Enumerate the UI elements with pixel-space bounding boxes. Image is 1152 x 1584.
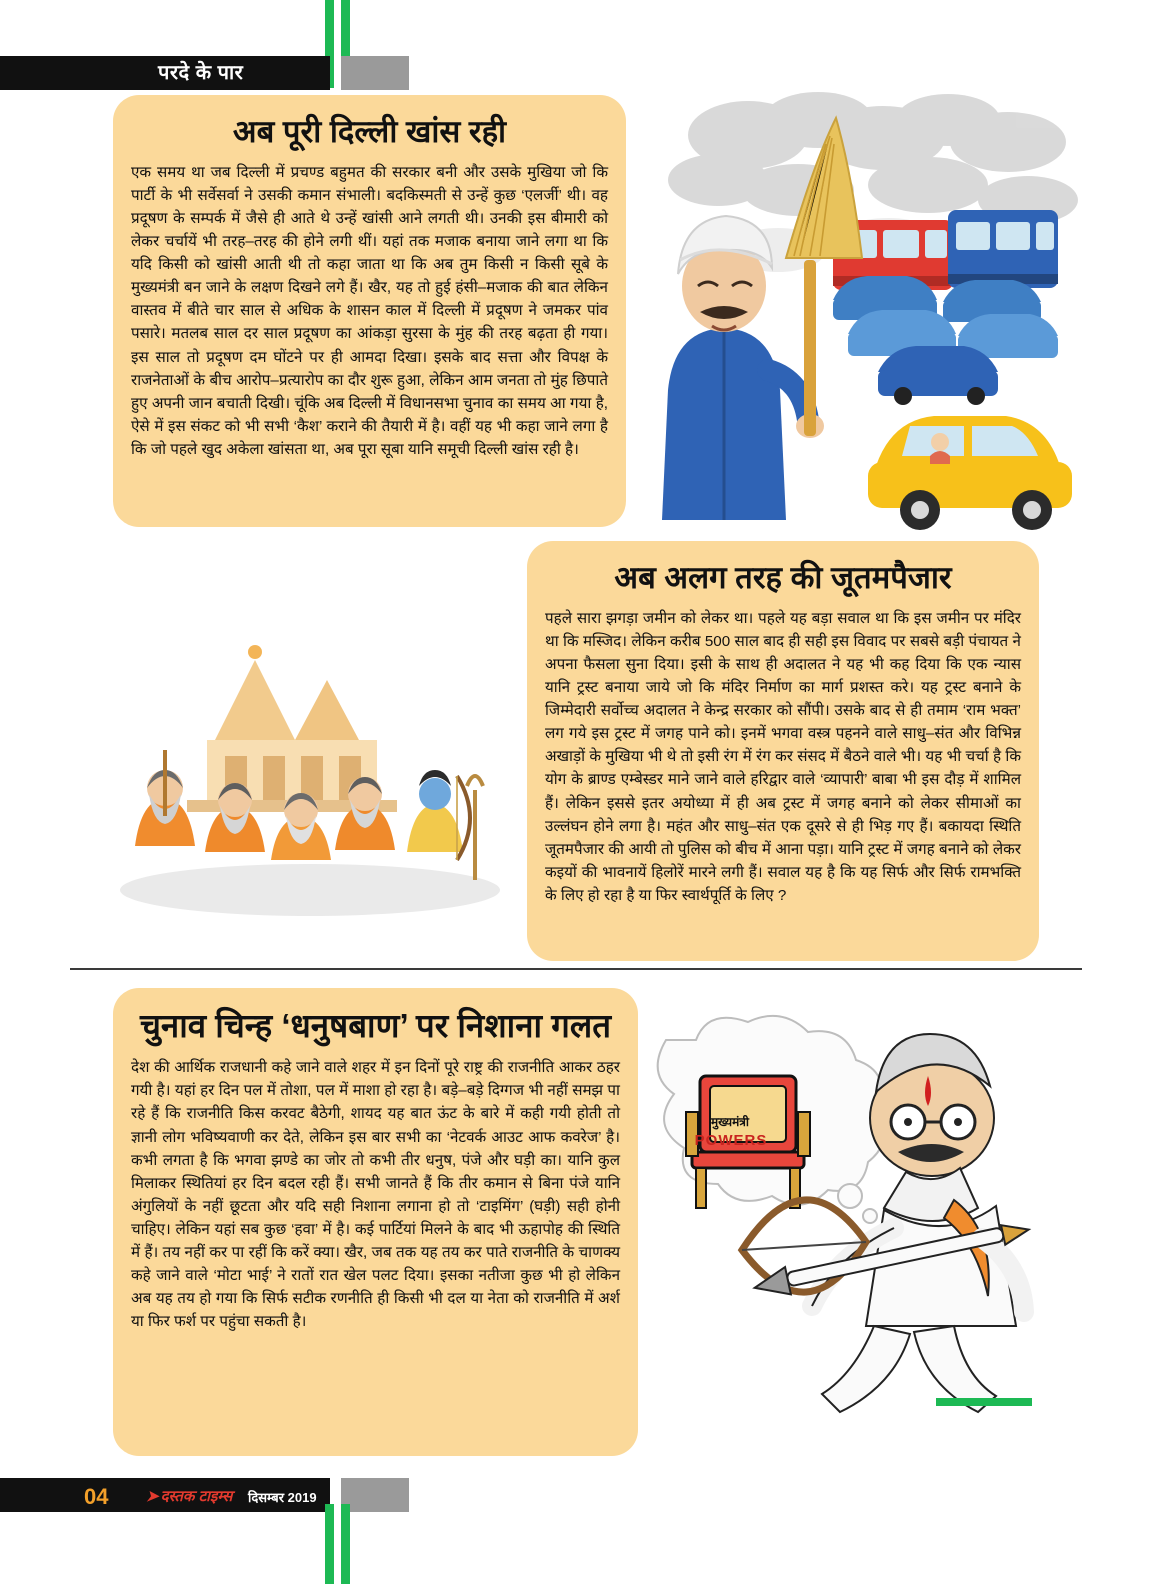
article-card-2 (527, 541, 1039, 961)
article-2-title: अब अलग तरह की जूतमपैजार (614, 560, 952, 595)
bottom-green-bar-1 (325, 1504, 334, 1584)
footer-gray-bar (341, 1478, 409, 1512)
brand-name: दस्तक टाइम्स (160, 1488, 233, 1505)
article-3-title: चुनाव चिन्ह ‘धनुषबाण’ पर निशाना गलत (139, 1007, 612, 1044)
delhi-pollution-cartoon (628, 90, 1090, 530)
issue-date: दिसम्बर 2019 (248, 1490, 317, 1505)
section-divider (70, 968, 1082, 970)
bottom-green-bar-2 (341, 1504, 350, 1584)
article-card-3 (113, 988, 638, 1456)
article-3-body: देश की आर्थिक राजधानी कहे जाने वाले शहर में इन दिनों पूरे राष्ट्र की राजनीति आकर ठहर गयी है। यहां हर दिन पल में तोशा, पल में माशा हो रहा है। बड़े–बड़े दिग्गज भी नहीं समझ पा रहे हैं कि राजनीति किस करवट बैठेगी, शायद यह बात ऊंट के बारे में कही गयी होती तो ज्ञानी लोग भविष्यवाणी कर देते, लेकिन इस बार सभी का ‘नेटवर्क आउट आफ कवरेज’ है। कभी लगता है कि भगवा झण्डे का जोर तो कभी तीर धनुष, पंजे और घड़ी का। यानि कुल मिलाकर स्थितियां हर दिन बदल रही हैं। सभी जानते हैं कि तीर कमान से बिना पंजे यानि अंगुलियों के नहीं छूटता और यदि सही निशाना लगाना हो तो ‘टाइमिंग’ (घड़ी) सही होनी चाहिए। लेकिन यहां सब कुछ ‘हवा’ में है। कई पार्टियां मिलने के बाद भी ऊहापोह की स्थिति में हैं। तय नहीं कर पा रहीं कि करें क्या। खैर, जब तक यह तय कर पाते राजनीति के चाणक्य कहे जाने वाले ‘मोटा भाई’ ने रातों रात खेल पलट दिया। इसका नतीजा कुछ भी हो लेकिन अब यह तय हो गया कि सिर्फ सटीक रणनीति ही किसी भी दल या नेता को राजनीति में अर्श या फिर फर्श पर पहुंचा सकती है। (131, 1059, 620, 1331)
ayodhya-sadhus-cartoon (95, 590, 525, 930)
article-1-body: एक समय था जब दिल्ली में प्रचण्ड बहुमत की सरकार बनी और उसके मुखिया जो कि पार्टी के भी सर्वेसर्वा ने उसकी कमान संभाली। बदकिस्मती से उन्हें कुछ ‘एलर्जी’ थी। वह प्रदूषण के सम्पर्क में जैसे ही आते थे उन्हें खांसी आने लगती थी। उनकी इस बीमारी को लेकर चर्चायें भी तरह–तरह की होने लगी थीं। यहां तक मजाक बनाया जाने लगा था कि यदि किसी को खांसी आती थी तो कहा जाता था कि अब तुम किसी न किसी सूबे के मुख्यमंत्री बन जाने के लक्षण दिखने लगे हैं। खैर, यह तो हुई हंसी–मजाक की बात लेकिन वास्तव में बीते चार साल से अधिक के शासन काल में दिल्ली में प्रदूषण ने जमकर पांव पसारे। मतलब साल दर साल प्रदूषण का आंकड़ा सुरसा के मुंह की तरह बढ़ता ही गया। इस साल तो प्रदूषण दम घोंटने पर ही आमदा दिखा। इसके बाद सत्ता और विपक्ष के राजनेताओं के बीच आरोप–प्रत्यारोप का दौर शुरू हुआ, लेकिन आम जनता तो मुंह छिपाते हुए अपनी जान बचाती दिखी। चूंकि अब दिल्ली में विधानसभा चुनाव का समय आ गया है, ऐसे में इस संकट को भी सभी ‘कैश’ कराने की तैयारी में है। वहीं यह भी कहा जाने लगा है कि जो पहले खुद अकेला खांसता था, अब पूरा सूबा यानि समूची दिल्ली खांस रही है। (131, 163, 608, 458)
section-label: परदे के पार (158, 62, 244, 84)
chair-label: मुख्यमंत्री (710, 1115, 750, 1129)
header-gray-bar (341, 56, 409, 90)
article-2-body: पहले सारा झगड़ा जमीन को लेकर था। पहले यह बड़ा सवाल था कि इस जमीन पर मंदिर था कि मस्जिद। लेकिन करीब 500 साल बाद ही सही इस विवाद पर सबसे बड़ी पंचायत ने अपना फैसला सुना दिया। इसी के साथ ही अदालत ने यह भी कह दिया कि एक न्यास यानि ट्रस्ट बनाया जाये जो कि मंदिर निर्माण का मार्ग प्रशस्त करे। यह ट्रस्ट बनाने के जिम्मेदारी सर्वोच्च अदालत ने केन्द्र सरकार को सौंपी। उसके बाद से ही तमाम ‘राम भक्त’ लग गये इस ट्रस्ट में जगह पाने को। इनमें भगवा वस्त्र पहनने वाले साधु–संत और विभिन्न अखाड़ों के मुखिया भी थे तो इसी रंग में रंग कर संसद में बैठने वाले भी। यह भी चर्चा है कि योग के ब्राण्ड एम्बेस्डर माने जाने वाले हरिद्वार वाले ‘व्यापारी’ बाबा भी इस दौड़ में शामिल हैं। लेकिन इससे इतर अयोध्या में ही अब ट्रस्ट में जगह बनाने को लेकर सीमाओं का उल्लंघन होने लगा है। महंत और साधु–संत एक दूसरे से ही भिड़ गए हैं। बकायदा स्थिति जूतमपैजार की आयी तो पुलिस को बीच में आना पड़ा। यानि ट्रस्ट में जगह बनाने को लेकर कइयों की भावनायें हिलोरें मारने लगी हैं। सवाल यह है कि यह सिर्फ और सिर्फ रामभक्ति के लिए हो रहा है या फिर स्वार्थपूर्ति के लिए ? (545, 609, 1021, 904)
chair-powers-label: POWERS (694, 1132, 768, 1149)
article-1-title: अब पूरी दिल्ली खांस रही (232, 114, 507, 149)
article-card-1 (113, 95, 626, 527)
brand-arrow-icon: ➤ (146, 1488, 159, 1505)
cm-chair-archer-cartoon (636, 1000, 1086, 1440)
page-number: 04 (84, 1484, 109, 1509)
footer-brand (146, 1486, 232, 1506)
